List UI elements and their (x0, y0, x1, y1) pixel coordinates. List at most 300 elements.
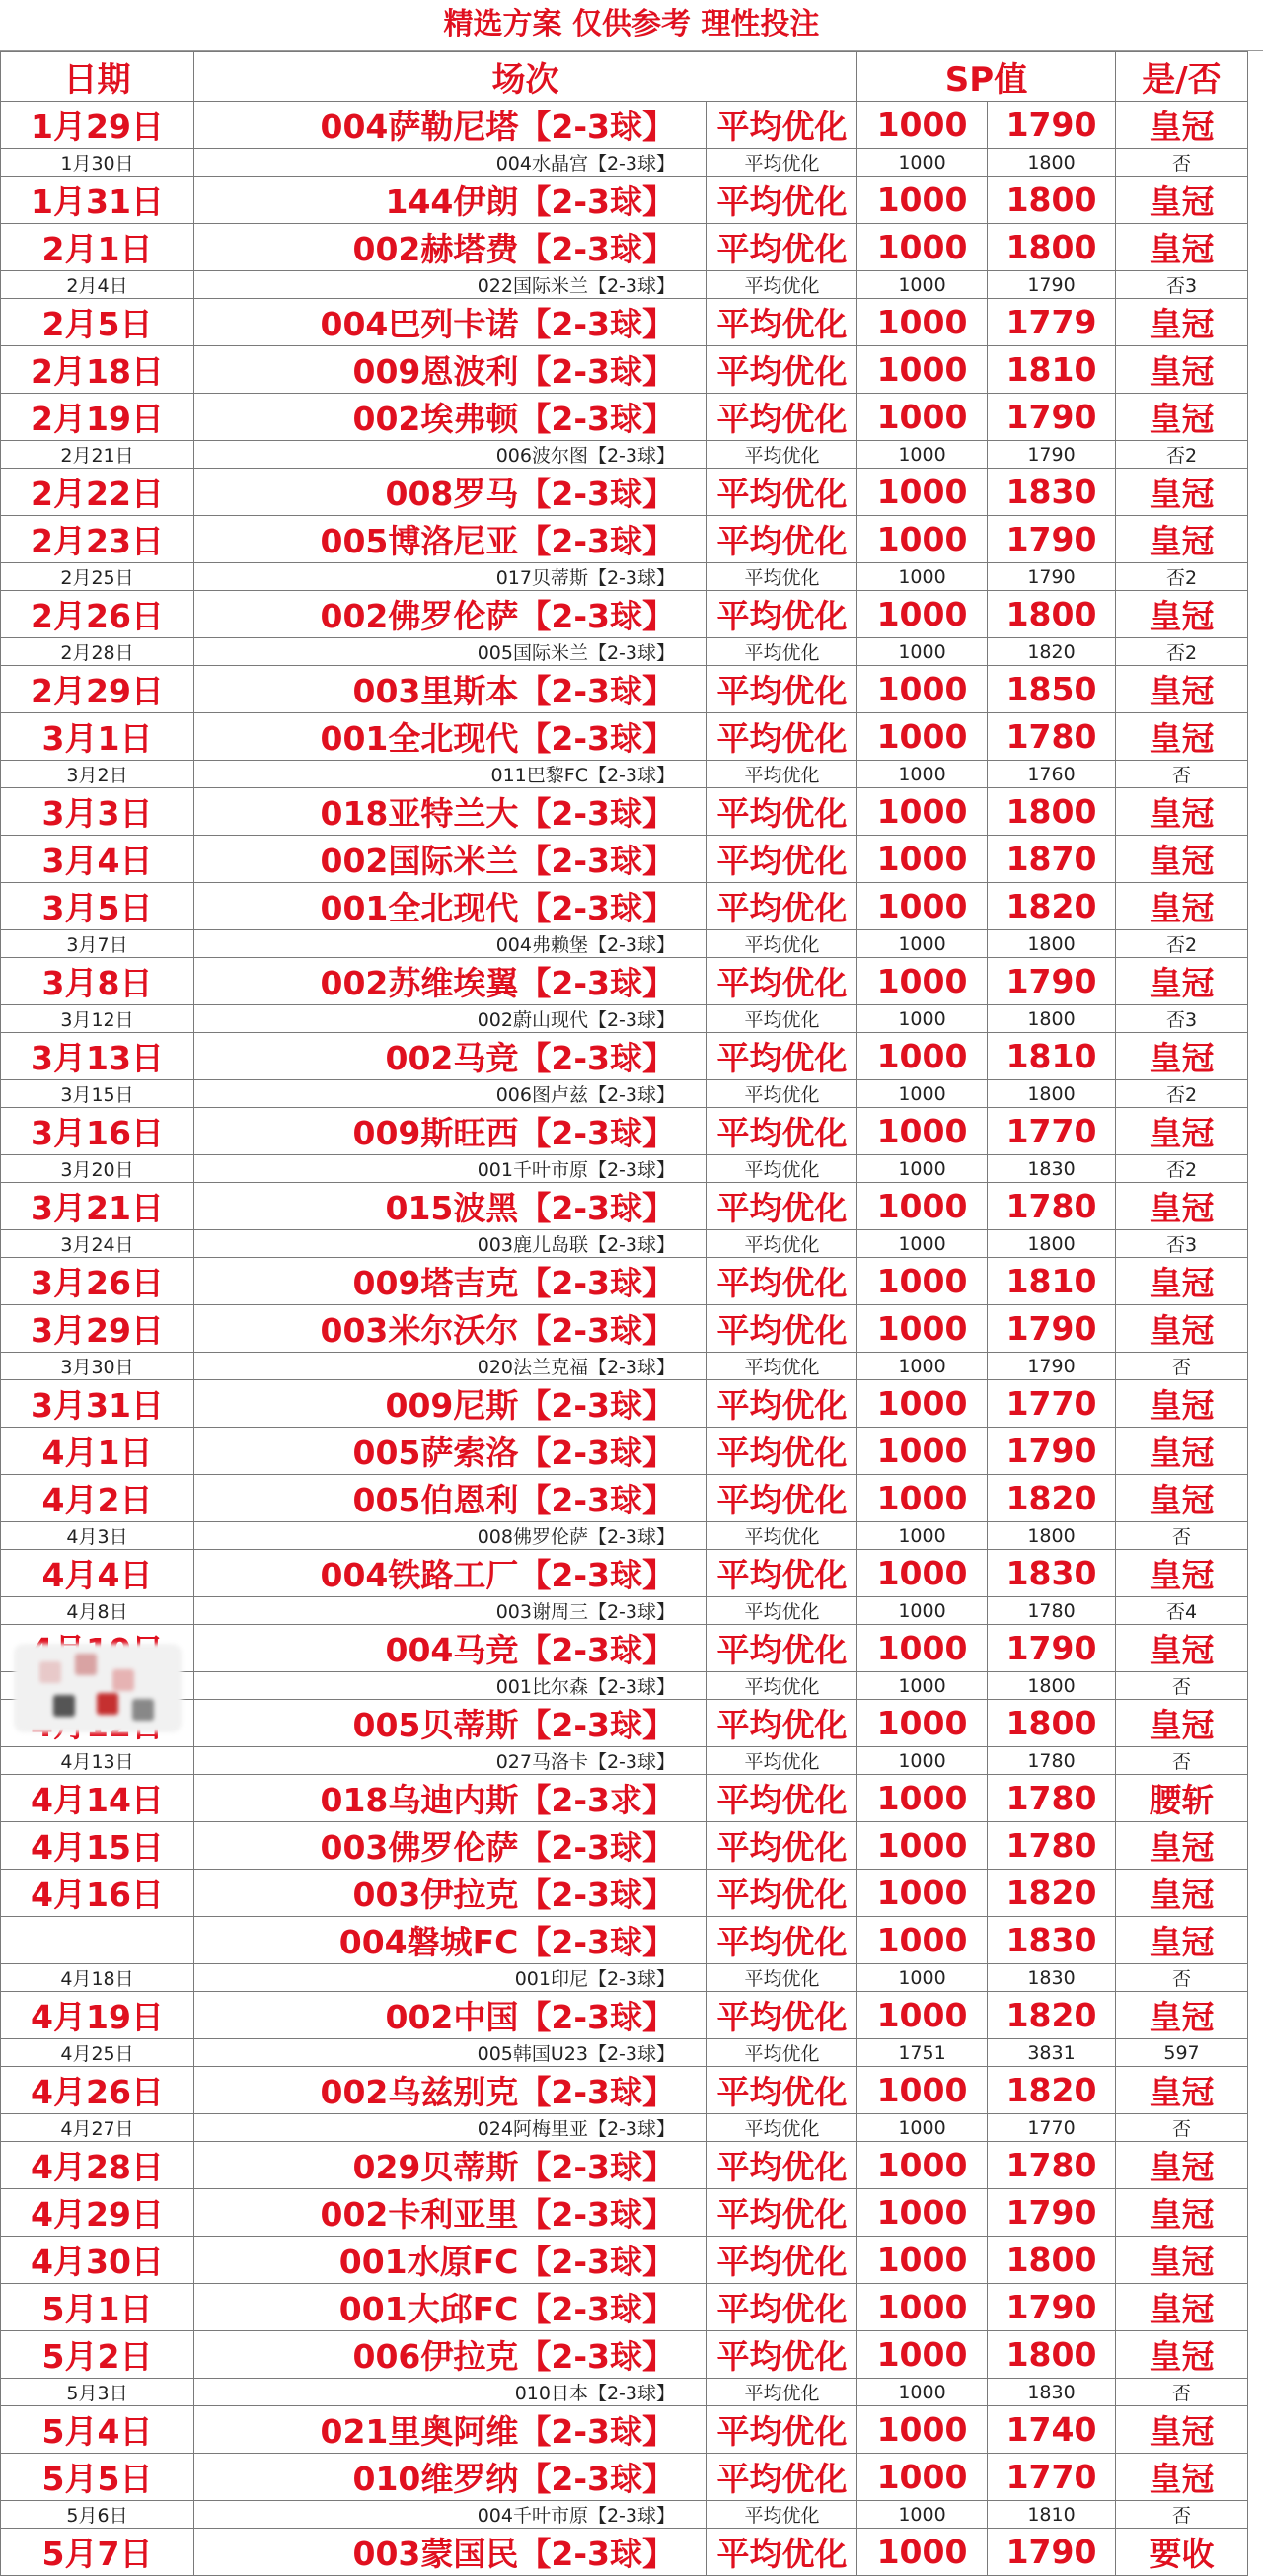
cell-match: 004磐城FC【2-3球】 (194, 1917, 707, 1964)
cell-sp-stake: 1000 (857, 2067, 988, 2114)
cell-sp-stake: 1000 (857, 1080, 988, 1108)
cell-type: 平均优化 (707, 1992, 857, 2039)
cell-date: 1月30日 (1, 149, 194, 177)
cell-date: 4月25日 (1, 2039, 194, 2067)
cell-sp-stake: 1000 (857, 1917, 988, 1964)
cell-match: 003鹿儿岛联【2-3球】 (194, 1230, 707, 1258)
cell-match: 010日本【2-3球】 (194, 2379, 707, 2406)
cell-match: 011巴黎FC【2-3球】 (194, 761, 707, 788)
cell-type: 平均优化 (707, 149, 857, 177)
cell-result: 否2 (1116, 638, 1248, 666)
cell-sp-return: 1770 (988, 2454, 1116, 2501)
cell-date: 4月2日 (1, 1475, 194, 1522)
cell-type: 平均优化 (707, 713, 857, 761)
table-row (1, 1108, 1248, 1155)
table-row (1, 1183, 1248, 1230)
cell-type: 平均优化 (707, 591, 857, 638)
cell-type: 平均优化 (707, 1033, 857, 1080)
cell-match: 003米尔沃尔【2-3球】 (194, 1305, 707, 1353)
cell-date: 3月21日 (1, 1183, 194, 1230)
cell-type: 平均优化 (707, 1822, 857, 1870)
cell-sp-return: 1790 (988, 2284, 1116, 2331)
cell-sp-return: 1830 (988, 1550, 1116, 1597)
cell-date: 2月19日 (1, 394, 194, 441)
cell-match: 008佛罗伦萨【2-3球】 (194, 1522, 707, 1550)
cell-match: 001大邱FC【2-3球】 (194, 2284, 707, 2331)
cell-sp-return: 1820 (988, 1475, 1116, 1522)
cell-type: 平均优化 (707, 394, 857, 441)
cell-type: 平均优化 (707, 2406, 857, 2454)
table-row (1, 2039, 1248, 2067)
table-row (1, 2501, 1248, 2529)
cell-sp-return: 1820 (988, 1992, 1116, 2039)
cell-match: 018亚特兰大【2-3球】 (194, 788, 707, 836)
cell-date: 5月5日 (1, 2454, 194, 2501)
table-row (1, 1522, 1248, 1550)
cell-match: 002中国【2-3球】 (194, 1992, 707, 2039)
cell-sp-stake: 1000 (857, 346, 988, 394)
cell-result: 皇冠 (1116, 1917, 1248, 1964)
table-row (1, 2237, 1248, 2284)
cell-sp-return: 1850 (988, 666, 1116, 713)
cell-result: 皇冠 (1116, 2331, 1248, 2379)
cell-type: 平均优化 (707, 224, 857, 271)
cell-result: 皇冠 (1116, 1822, 1248, 1870)
cell-result: 皇冠 (1116, 1380, 1248, 1428)
cell-sp-stake: 1000 (857, 1550, 988, 1597)
cell-result: 皇冠 (1116, 1258, 1248, 1305)
cell-date: 4月26日 (1, 2067, 194, 2114)
cell-type: 平均优化 (707, 102, 857, 149)
cell-type: 平均优化 (707, 1747, 857, 1775)
cell-date: 2月4日 (1, 271, 194, 299)
table-row (1, 2331, 1248, 2379)
cell-sp-stake: 1000 (857, 1183, 988, 1230)
cell-date: 3月1日 (1, 713, 194, 761)
cell-sp-stake: 1000 (857, 713, 988, 761)
cell-sp-return: 1780 (988, 1775, 1116, 1822)
cell-date: 2月28日 (1, 638, 194, 666)
table-row (1, 1428, 1248, 1475)
cell-type: 平均优化 (707, 1230, 857, 1258)
header-date: 日期 (1, 52, 194, 102)
table-row (1, 1672, 1248, 1700)
cell-type: 平均优化 (707, 1625, 857, 1672)
cell-match: 005伯恩利【2-3球】 (194, 1475, 707, 1522)
cell-date: 3月7日 (1, 930, 194, 958)
cell-result: 皇冠 (1116, 883, 1248, 930)
cell-date: 1月31日 (1, 177, 194, 224)
cell-result: 否2 (1116, 563, 1248, 591)
cell-type: 平均优化 (707, 346, 857, 394)
cell-sp-stake: 1000 (857, 224, 988, 271)
cell-date: 2月1日 (1, 224, 194, 271)
cell-sp-return: 1800 (988, 788, 1116, 836)
cell-result: 否 (1116, 761, 1248, 788)
cell-type: 平均优化 (707, 2501, 857, 2529)
table-row (1, 2379, 1248, 2406)
cell-sp-stake: 1000 (857, 516, 988, 563)
cell-type: 平均优化 (707, 1597, 857, 1625)
cell-match: 009恩波利【2-3球】 (194, 346, 707, 394)
cell-result: 否 (1116, 1672, 1248, 1700)
cell-type: 平均优化 (707, 788, 857, 836)
cell-match: 004弗赖堡【2-3球】 (194, 930, 707, 958)
cell-type: 平均优化 (707, 761, 857, 788)
cell-result: 否3 (1116, 1005, 1248, 1033)
cell-result: 否3 (1116, 1230, 1248, 1258)
cell-type: 平均优化 (707, 2529, 857, 2576)
cell-type: 平均优化 (707, 1380, 857, 1428)
cell-type: 平均优化 (707, 1108, 857, 1155)
cell-date: 5月2日 (1, 2331, 194, 2379)
cell-type: 平均优化 (707, 2142, 857, 2189)
cell-result: 皇冠 (1116, 2142, 1248, 2189)
header-result: 是/否 (1116, 52, 1248, 102)
cell-sp-stake: 1000 (857, 177, 988, 224)
cell-result: 皇冠 (1116, 1033, 1248, 1080)
cell-type: 平均优化 (707, 2454, 857, 2501)
cell-result: 皇冠 (1116, 2406, 1248, 2454)
cell-date: 3月29日 (1, 1305, 194, 1353)
cell-sp-stake: 1000 (857, 1625, 988, 1672)
cell-sp-return: 1810 (988, 1258, 1116, 1305)
cell-type: 平均优化 (707, 469, 857, 516)
cell-sp-stake: 1000 (857, 1305, 988, 1353)
cell-result: 皇冠 (1116, 394, 1248, 441)
cell-sp-stake: 1000 (857, 1775, 988, 1822)
table-row (1, 1625, 1248, 1672)
cell-match: 003伊拉克【2-3球】 (194, 1870, 707, 1917)
cell-type: 平均优化 (707, 1550, 857, 1597)
table-row (1, 2529, 1248, 2576)
cell-sp-stake: 1000 (857, 1428, 988, 1475)
cell-match: 009塔吉克【2-3球】 (194, 1258, 707, 1305)
cell-sp-stake: 1000 (857, 591, 988, 638)
cell-sp-stake: 1000 (857, 441, 988, 469)
cell-date: 3月24日 (1, 1230, 194, 1258)
cell-sp-stake: 1000 (857, 958, 988, 1005)
cell-type: 平均优化 (707, 2067, 857, 2114)
cell-sp-stake: 1000 (857, 2114, 988, 2142)
table-row (1, 1870, 1248, 1917)
table-row (1, 2406, 1248, 2454)
cell-sp-return: 1820 (988, 1870, 1116, 1917)
cell-result: 皇冠 (1116, 102, 1248, 149)
cell-sp-return: 1790 (988, 441, 1116, 469)
cell-match: 010维罗纳【2-3球】 (194, 2454, 707, 2501)
cell-date: 3月12日 (1, 1005, 194, 1033)
cell-date: 3月4日 (1, 836, 194, 883)
cell-sp-return: 1800 (988, 1522, 1116, 1550)
cell-sp-return: 1780 (988, 1747, 1116, 1775)
cell-sp-return: 1830 (988, 1155, 1116, 1183)
cell-match: 004巴列卡诺【2-3球】 (194, 299, 707, 346)
cell-date: 3月8日 (1, 958, 194, 1005)
cell-date: 2月22日 (1, 469, 194, 516)
cell-match: 004千叶市原【2-3球】 (194, 2501, 707, 2529)
cell-sp-stake: 1000 (857, 1258, 988, 1305)
header-sp: SP值 (857, 52, 1116, 102)
cell-sp-return: 1770 (988, 2114, 1116, 2142)
cell-sp-stake: 1000 (857, 2379, 988, 2406)
table-row (1, 2454, 1248, 2501)
cell-match: 004水晶宫【2-3球】 (194, 149, 707, 177)
cell-match: 018乌迪内斯【2-3求】 (194, 1775, 707, 1822)
cell-type: 平均优化 (707, 1917, 857, 1964)
cell-match: 001全北现代【2-3球】 (194, 713, 707, 761)
cell-type: 平均优化 (707, 1870, 857, 1917)
cell-result: 腰斩 (1116, 1775, 1248, 1822)
cell-sp-stake: 1000 (857, 2331, 988, 2379)
cell-date: 2月25日 (1, 563, 194, 591)
cell-sp-stake: 1000 (857, 1597, 988, 1625)
table-row (1, 1550, 1248, 1597)
cell-sp-return: 3831 (988, 2039, 1116, 2067)
cell-result: 否 (1116, 1353, 1248, 1380)
table-row (1, 591, 1248, 638)
cell-sp-return: 1790 (988, 958, 1116, 1005)
table-row (1, 666, 1248, 713)
cell-sp-return: 1810 (988, 1033, 1116, 1080)
table-row (1, 1258, 1248, 1305)
table-row (1, 1155, 1248, 1183)
cell-result: 597 (1116, 2039, 1248, 2067)
table-row (1, 441, 1248, 469)
table-row (1, 102, 1248, 149)
cell-sp-return: 1830 (988, 2379, 1116, 2406)
cell-match: 004马竞【2-3球】 (194, 1625, 707, 1672)
cell-match: 005贝蒂斯【2-3球】 (194, 1700, 707, 1747)
cell-sp-return: 1760 (988, 761, 1116, 788)
cell-date: 4月19日 (1, 1992, 194, 2039)
cell-sp-return: 1790 (988, 563, 1116, 591)
cell-date: 3月20日 (1, 1155, 194, 1183)
cell-match: 002赫塔费【2-3球】 (194, 224, 707, 271)
cell-sp-stake: 1000 (857, 2237, 988, 2284)
cell-match: 005国际米兰【2-3球】 (194, 638, 707, 666)
table-row (1, 177, 1248, 224)
cell-sp-return: 1790 (988, 1353, 1116, 1380)
cell-date: 3月31日 (1, 1380, 194, 1428)
cell-date: 2月5日 (1, 299, 194, 346)
cell-sp-stake: 1000 (857, 2529, 988, 2576)
cell-date: 5月7日 (1, 2529, 194, 2576)
blurred-overlay (14, 1644, 182, 1732)
table-row (1, 836, 1248, 883)
table-row (1, 299, 1248, 346)
cell-result: 皇冠 (1116, 2189, 1248, 2237)
table-row (1, 516, 1248, 563)
cell-sp-return: 1820 (988, 638, 1116, 666)
cell-date: 4月27日 (1, 2114, 194, 2142)
cell-result: 否2 (1116, 441, 1248, 469)
cell-sp-return: 1800 (988, 1005, 1116, 1033)
cell-type: 平均优化 (707, 299, 857, 346)
cell-date: 3月3日 (1, 788, 194, 836)
cell-date: 4月15日 (1, 1822, 194, 1870)
cell-result: 皇冠 (1116, 224, 1248, 271)
cell-result: 皇冠 (1116, 1992, 1248, 2039)
cell-match: 015波黑【2-3球】 (194, 1183, 707, 1230)
cell-sp-return: 1790 (988, 2189, 1116, 2237)
cell-result: 皇冠 (1116, 1428, 1248, 1475)
cell-sp-return: 1800 (988, 149, 1116, 177)
cell-sp-stake: 1000 (857, 394, 988, 441)
cell-type: 平均优化 (707, 2331, 857, 2379)
cell-sp-stake: 1000 (857, 1672, 988, 1700)
cell-sp-stake: 1000 (857, 930, 988, 958)
cell-sp-stake: 1751 (857, 2039, 988, 2067)
cell-result: 皇冠 (1116, 177, 1248, 224)
cell-sp-return: 1790 (988, 1305, 1116, 1353)
cell-sp-return: 1790 (988, 102, 1116, 149)
cell-type: 平均优化 (707, 1672, 857, 1700)
cell-sp-return: 1870 (988, 836, 1116, 883)
cell-match: 009斯旺西【2-3球】 (194, 1108, 707, 1155)
table-row (1, 1822, 1248, 1870)
cell-result: 否 (1116, 2501, 1248, 2529)
cell-type: 平均优化 (707, 1305, 857, 1353)
cell-type: 平均优化 (707, 2189, 857, 2237)
cell-type: 平均优化 (707, 2284, 857, 2331)
cell-sp-return: 1780 (988, 1597, 1116, 1625)
cell-match: 021里奥阿维【2-3球】 (194, 2406, 707, 2454)
cell-match: 006图卢兹【2-3球】 (194, 1080, 707, 1108)
cell-sp-return: 1810 (988, 2501, 1116, 2529)
cell-sp-stake: 1000 (857, 2189, 988, 2237)
cell-date: 4月4日 (1, 1550, 194, 1597)
cell-sp-stake: 1000 (857, 1870, 988, 1917)
cell-result: 否4 (1116, 1597, 1248, 1625)
cell-sp-return: 1820 (988, 883, 1116, 930)
cell-match: 005韩国U23【2-3球】 (194, 2039, 707, 2067)
cell-result: 皇冠 (1116, 2067, 1248, 2114)
banner-title: 精选方案 仅供参考 理性投注 (0, 0, 1263, 51)
cell-sp-return: 1790 (988, 1625, 1116, 1672)
cell-match: 001印尼【2-3球】 (194, 1964, 707, 1992)
cell-sp-return: 1770 (988, 1108, 1116, 1155)
cell-match: 020法兰克福【2-3球】 (194, 1353, 707, 1380)
table-row (1, 2284, 1248, 2331)
cell-type: 平均优化 (707, 638, 857, 666)
cell-sp-return: 1800 (988, 930, 1116, 958)
cell-sp-return: 1790 (988, 394, 1116, 441)
cell-sp-return: 1740 (988, 2406, 1116, 2454)
table-row (1, 1005, 1248, 1033)
cell-sp-stake: 1000 (857, 1005, 988, 1033)
table-row (1, 1475, 1248, 1522)
cell-sp-return: 1780 (988, 1822, 1116, 1870)
cell-sp-stake: 1000 (857, 1353, 988, 1380)
cell-result: 皇冠 (1116, 346, 1248, 394)
table-row (1, 149, 1248, 177)
cell-match: 001千叶市原【2-3球】 (194, 1155, 707, 1183)
cell-date: 2月26日 (1, 591, 194, 638)
cell-type: 平均优化 (707, 1353, 857, 1380)
cell-sp-stake: 1000 (857, 1522, 988, 1550)
cell-date: 4月13日 (1, 1747, 194, 1775)
cell-date: 5月3日 (1, 2379, 194, 2406)
cell-type: 平均优化 (707, 563, 857, 591)
cell-sp-return: 1800 (988, 1230, 1116, 1258)
cell-date: 3月13日 (1, 1033, 194, 1080)
cell-match: 002埃弗顿【2-3球】 (194, 394, 707, 441)
cell-result: 皇冠 (1116, 836, 1248, 883)
picks-table (0, 51, 1248, 2576)
cell-sp-return: 1800 (988, 177, 1116, 224)
cell-date: 4月18日 (1, 1964, 194, 1992)
table-row (1, 1700, 1248, 1747)
cell-sp-stake: 1000 (857, 1992, 988, 2039)
cell-type: 平均优化 (707, 1155, 857, 1183)
cell-result: 皇冠 (1116, 516, 1248, 563)
table-row (1, 1033, 1248, 1080)
cell-match: 008罗马【2-3球】 (194, 469, 707, 516)
cell-result: 否 (1116, 1964, 1248, 1992)
cell-sp-stake: 1000 (857, 1108, 988, 1155)
cell-match: 024阿梅里亚【2-3球】 (194, 2114, 707, 2142)
cell-sp-stake: 1000 (857, 563, 988, 591)
cell-sp-stake: 1000 (857, 1155, 988, 1183)
cell-result: 否2 (1116, 1080, 1248, 1108)
cell-result: 要收 (1116, 2529, 1248, 2576)
cell-date: 4月29日 (1, 2189, 194, 2237)
cell-sp-return: 1810 (988, 346, 1116, 394)
cell-type: 平均优化 (707, 2237, 857, 2284)
cell-match: 022国际米兰【2-3球】 (194, 271, 707, 299)
cell-date: 3月16日 (1, 1108, 194, 1155)
cell-result: 否 (1116, 1522, 1248, 1550)
table-row (1, 271, 1248, 299)
cell-sp-return: 1830 (988, 1917, 1116, 1964)
table-row (1, 788, 1248, 836)
cell-sp-stake: 1000 (857, 2406, 988, 2454)
cell-sp-stake: 1000 (857, 1380, 988, 1428)
cell-type: 平均优化 (707, 836, 857, 883)
cell-type: 平均优化 (707, 1475, 857, 1522)
table-row (1, 394, 1248, 441)
header-row (1, 52, 1248, 102)
cell-sp-stake: 1000 (857, 2501, 988, 2529)
cell-result: 皇冠 (1116, 1700, 1248, 1747)
table-row (1, 1992, 1248, 2039)
cell-match: 005博洛尼亚【2-3球】 (194, 516, 707, 563)
cell-type: 平均优化 (707, 958, 857, 1005)
cell-type: 平均优化 (707, 271, 857, 299)
cell-match: 004萨勒尼塔【2-3球】 (194, 102, 707, 149)
cell-sp-stake: 1000 (857, 638, 988, 666)
cell-type: 平均优化 (707, 2114, 857, 2142)
cell-date: 3月30日 (1, 1353, 194, 1380)
cell-date: 4月16日 (1, 1870, 194, 1917)
cell-sp-stake: 1000 (857, 1230, 988, 1258)
cell-sp-stake: 1000 (857, 1822, 988, 1870)
cell-sp-stake: 1000 (857, 2454, 988, 2501)
cell-type: 平均优化 (707, 666, 857, 713)
table-row (1, 1380, 1248, 1428)
cell-type: 平均优化 (707, 1183, 857, 1230)
cell-match: 002佛罗伦萨【2-3球】 (194, 591, 707, 638)
cell-match: 003佛罗伦萨【2-3球】 (194, 1822, 707, 1870)
cell-sp-stake: 1000 (857, 1747, 988, 1775)
cell-sp-return: 1830 (988, 1964, 1116, 1992)
cell-sp-stake: 1000 (857, 2142, 988, 2189)
cell-date: 5月4日 (1, 2406, 194, 2454)
cell-result: 否 (1116, 2379, 1248, 2406)
cell-result: 皇冠 (1116, 1870, 1248, 1917)
table-row (1, 958, 1248, 1005)
